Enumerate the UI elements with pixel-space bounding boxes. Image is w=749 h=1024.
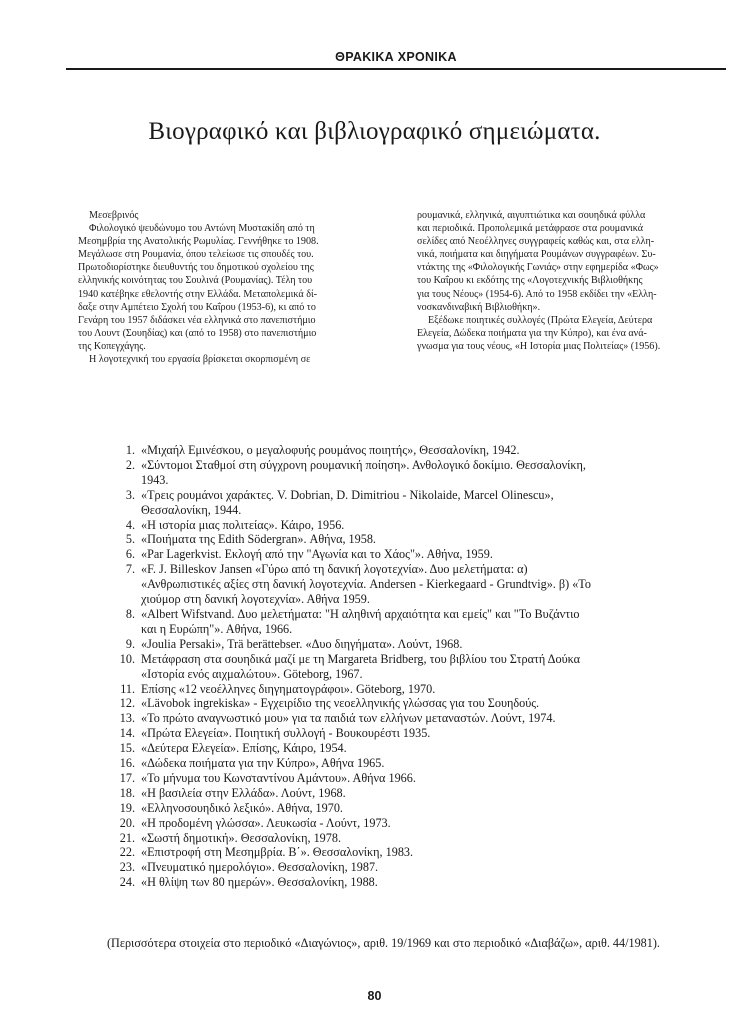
- bio-line: 1940 κατέβηκε εθελοντής στην Ελλάδα. Μεταπολεμικά δί-: [78, 288, 318, 300]
- bibliography-item: [108, 458, 726, 488]
- bibliography-item-line: «Η βασιλεία στην Ελλάδα». Λούντ, 1968.: [141, 785, 346, 800]
- bibliography-item-text: [141, 860, 726, 875]
- bibliography-item-line: «F. J. Billeskov Jansen «Γύρω από τη δανική λογοτεχνία». Δυο μελετήματα: α): [141, 562, 528, 577]
- bibliography-item: [108, 771, 726, 786]
- bibliography-item-line: «Ελληνοσουηδικό λεξικό». Αθήνα, 1970.: [141, 800, 343, 815]
- bibliography-item-line: «Par Lagerkvist. Εκλογή από την "Αγωνία και το Χάος"». Αθήνα, 1959.: [141, 547, 493, 562]
- bio-line: Μεσημβρία της Ανατολικής Ρωμυλίας. Γεννήθηκε το 1908.: [78, 236, 319, 248]
- bibliography-item-number: 16.: [119, 756, 135, 771]
- bibliography-item-line: «Ιστορία ενός αιχμαλώτου». Göteborg, 1967.: [141, 666, 363, 681]
- bibliography-item-number: 24.: [119, 875, 135, 890]
- bibliography-item-line: «Το μήνυμα του Κωνσταντίνου Αμάντου». Αθήνα 1966.: [141, 770, 416, 785]
- bio-line: Εξέδωκε ποιητικές συλλογές (Πρώτα Ελεγεία, Δεύτερα: [428, 314, 653, 326]
- bio-line: και περιοδικά. Προπολεμικά μετάφρασε στα ρουμανικά: [417, 223, 644, 235]
- bibliography-item: [108, 696, 726, 711]
- bibliography-item-line: «Επιστροφή στη Μεσημβρία. Β΄». Θεσσαλονίκη, 1983.: [141, 845, 414, 860]
- bibliography-item: [108, 726, 726, 741]
- bibliography-item: [108, 711, 726, 726]
- bibliography-item-line: «Σύντομοι Σταθμοί στη σύγχρονη ρουμανική ποίηση». Ανθολογικό δοκίμιο. Θεσσαλονίκη,: [141, 457, 586, 472]
- bibliography-item-number: 18.: [119, 785, 135, 800]
- bibliography-item-text: [141, 711, 726, 726]
- header-divider: [66, 68, 726, 70]
- bibliography-item-number: 23.: [119, 860, 135, 875]
- bibliography-item-number: 2.: [125, 457, 135, 472]
- bibliography-item-text: [141, 831, 726, 846]
- bibliography-item-text: [141, 845, 726, 860]
- bio-line: ρουμανικά, ελληνικά, αιγυπτιώτικα και σουηδικά φύλλα: [417, 210, 646, 221]
- bibliography-item-text: [141, 816, 726, 831]
- bibliography-item: [108, 831, 726, 846]
- bibliography-list: [108, 443, 726, 890]
- bibliography-item-number: 21.: [119, 830, 135, 845]
- bibliography-item-number: 20.: [119, 815, 135, 830]
- bio-line: ελληνικής κοινότητας του Σουλινά (Ρουμανίας). Τέλη του: [78, 275, 313, 287]
- bibliography-item: [108, 607, 726, 637]
- bibliography-item-line: και η Ευρώπη"». Αθήνα, 1966.: [141, 621, 293, 636]
- bibliography-item-number: 13.: [119, 711, 135, 726]
- bibliography-item-text: [141, 786, 726, 801]
- bibliography-item-line: Επίσης «12 νεοέλληνες διηγηματογράφοι». Göteborg, 1970.: [141, 681, 436, 696]
- bibliography-item-line: «Η προδομένη γλώσσα». Λευκωσία - Λούντ, 1973.: [141, 815, 391, 830]
- bibliography-item: [108, 860, 726, 875]
- bio-column-left: [78, 209, 360, 366]
- bibliography-item: [108, 845, 726, 860]
- author-pseudonym: Μεσεβρινός: [89, 210, 139, 221]
- bibliography-item-text: [141, 488, 726, 518]
- bibliography-item-number: 9.: [125, 636, 135, 651]
- bio-line: Ελεγεία, Δώδεκα ποιήματα για την Κύπρο), και ένα ανά-: [417, 327, 647, 339]
- bibliography-item: [108, 488, 726, 518]
- bibliography-item-text: [141, 771, 726, 786]
- bibliography-item-number: 10.: [119, 651, 135, 666]
- bibliography-item-text: [141, 801, 726, 816]
- bibliography-item-line: «Πνευματικό ημερολόγιο». Θεσσαλονίκη, 1987.: [141, 860, 379, 875]
- bio-line: νοσκανδιναβική Βιβλιοθήκη».: [417, 301, 541, 313]
- bibliography-item-number: 12.: [119, 696, 135, 711]
- bibliography-item: [108, 875, 726, 890]
- bibliography-item-text: [141, 607, 726, 637]
- bibliography-item-line: «Πρώτα Ελεγεία». Ποιητική συλλογή - Βουκουρέστι 1935.: [141, 726, 431, 741]
- bibliography-item-number: 7.: [125, 562, 135, 577]
- bibliography-item: [108, 562, 726, 607]
- bibliography-item: [108, 801, 726, 816]
- bibliography-item-line: «Σωστή δημοτική». Θεσσαλονίκη, 1978.: [141, 830, 341, 845]
- bibliography-item-number: 19.: [119, 800, 135, 815]
- running-header: ΘΡΑΚΙΚΑ ΧΡΟΝΙΚΑ: [335, 50, 457, 64]
- bibliography-item-number: 14.: [119, 726, 135, 741]
- bio-line: του Λουντ (Σουηδίας) και (από το 1958) στο πανεπιστήμιο: [78, 327, 317, 339]
- bibliography-item-line: «Δεύτερα Ελεγεία». Επίσης, Κάιρο, 1954.: [141, 741, 347, 756]
- bio-line: Η λογοτεχνική του εργασία βρίσκεται σκορπισμένη σε: [89, 354, 311, 366]
- bio-line: νικά, ποιήματα και διηγήματα Ρουμάνων συγγραφέων. Συ-: [417, 249, 656, 261]
- bibliography-item: [108, 443, 726, 458]
- page-title: Βιογραφικό και βιβλιογραφικό σημειώματα.: [148, 118, 601, 145]
- bibliography-item-text: [141, 443, 726, 458]
- bibliography-item-number: 8.: [125, 606, 135, 621]
- bibliography-item-line: «Ποιήματα της Edith Södergran». Αθήνα, 1958.: [141, 532, 376, 547]
- bio-line: για τους Νέους» (1954-6). Από το 1958 εκδίδει την «Ελλη-: [417, 288, 657, 300]
- bibliography-item: [108, 637, 726, 652]
- bibliography-item: [108, 547, 726, 562]
- bibliography-item-text: [141, 637, 726, 652]
- bibliography-item-text: [141, 562, 726, 607]
- bibliography-item: [108, 652, 726, 682]
- bio-line: της Κοπεγχάγης.: [78, 340, 146, 352]
- footnote: (Περισσότερα στοιχεία στο περιοδικό «Διαγώνιος», αριθ. 19/1969 και στο περιοδικό «Διαβάζω», αριθ. 44/1981).: [107, 936, 660, 950]
- bio-line: δαξε στην Αμπέτειο Σχολή του Καΐρου (1953-6), κι από το: [78, 301, 316, 313]
- bio-line: Γενάρη του 1957 διδάσκει νέα ελληνικά στο πανεπιστήμιο: [78, 314, 316, 326]
- bibliography-item-number: 3.: [125, 487, 135, 502]
- bibliography-item: [108, 532, 726, 547]
- bibliography-item-text: [141, 756, 726, 771]
- bibliography-item-number: 15.: [119, 741, 135, 756]
- bibliography-item-line: «Η ιστορία μιας πολιτείας». Κάιρο, 1956.: [141, 517, 345, 532]
- bibliography-item-line: «Lävobok ingrekiska» - Εγχειρίδιο της νεοελληνικής γλώσσας για του Σουηδούς.: [141, 696, 540, 711]
- bibliography-item-text: [141, 741, 726, 756]
- bibliography-item-text: [141, 458, 726, 488]
- bibliography-item-line: «Η θλίψη των 80 ημερών». Θεσσαλονίκη, 1988.: [141, 875, 378, 890]
- bibliography-item-text: [141, 652, 726, 682]
- bibliography-item-line: «Albert Wifstvand. Δυο μελετήματα: "Η αληθινή αρχαιότητα και εμείς" και "Το Βυζάντιο: [141, 606, 580, 621]
- bibliography-item-text: [141, 518, 726, 533]
- bio-line: Πρωτοδιορίστηκε διευθυντής του δημοτικού σχολείου της: [78, 262, 314, 274]
- bibliography-item-line: 1943.: [141, 472, 169, 487]
- bibliography-item-text: [141, 696, 726, 711]
- bibliography-item-line: Μετάφραση στα σουηδικά μαζί με τη Margareta Bridberg, του βιβλίου του Στρατή Δούκα: [141, 651, 581, 666]
- bibliography-item-line: Θεσσαλονίκη, 1944.: [141, 502, 242, 517]
- bibliography-item-number: 17.: [119, 770, 135, 785]
- bio-line: Φιλολογικό ψευδώνυμο του Αντώνη Μυστακίδη από τη: [89, 223, 315, 235]
- bibliography-item: [108, 741, 726, 756]
- bibliography-item-text: [141, 875, 726, 890]
- bibliography-item: [108, 682, 726, 697]
- bio-line: σελίδες από Νεοέλληνες συγγραφείς καθώς και, στα ελλη-: [417, 236, 655, 248]
- bibliography-item-text: [141, 726, 726, 741]
- bibliography-item-number: 22.: [119, 845, 135, 860]
- bibliography-item: [108, 756, 726, 771]
- bibliography-item-text: [141, 682, 726, 697]
- bio-line: Μεγάλωσε στη Ρουμανία, όπου τελείωσε τις σπουδές του.: [78, 249, 314, 261]
- bio-line: γνωσμα για τους νέους, «Η Ιστορία μιας Πολιτείας» (1956).: [417, 340, 661, 352]
- bibliography-item-line: χιούμορ στη δανική λογοτεχνία». Αθήνα 1959.: [141, 592, 370, 607]
- bibliography-item-number: 1.: [125, 443, 135, 457]
- bibliography-item-line: «Joulia Persaki», Trä berättebser. «Δυο διηγήματα». Λούντ, 1968.: [141, 636, 463, 651]
- bio-column-right: [417, 209, 723, 353]
- bibliography-item-number: 5.: [125, 532, 135, 547]
- bibliography-item-line: «Τρεις ρουμάνοι χαράκτες. V. Dobrian, D. Dimitriou - Nikolaide, Marcel Olinescu»,: [141, 487, 554, 502]
- bio-line: του Καΐρου κι εκδότης της «Λογοτεχνικής Βιβλιοθήκης: [417, 275, 643, 287]
- bibliography-item: [108, 816, 726, 831]
- bibliography-item: [108, 786, 726, 801]
- bibliography-item-line: «Ανθρωπιστικές αξίες στη δανική λογοτεχνία. Andersen - Kierkegaard - Grundtvig». β) «Το: [141, 577, 592, 592]
- bibliography-item-line: «Μιχαήλ Εμινέσκου, ο μεγαλοφυής ρουμάνος ποιητής», Θεσσαλονίκη, 1942.: [141, 443, 520, 457]
- bibliography-item-number: 11.: [120, 681, 135, 696]
- bibliography-item: [108, 518, 726, 533]
- bibliography-item-line: «Δώδεκα ποιήματα για την Κύπρο», Αθήνα 1965.: [141, 756, 385, 771]
- bibliography-item-number: 6.: [125, 547, 135, 562]
- bibliography-item-text: [141, 547, 726, 562]
- bibliography-item-number: 4.: [125, 517, 135, 532]
- bio-line: ντάκτης της «Φιλολογικής Γωνιάς» στην εφημερίδα «Φως»: [417, 262, 659, 274]
- page-number: 80: [367, 989, 382, 1003]
- bibliography-item-text: [141, 532, 726, 547]
- bibliography-item-line: «Το πρώτο αναγνωστικό μου» για τα παιδιά των ελλήνων μεταναστών. Λούντ, 1974.: [141, 711, 556, 726]
